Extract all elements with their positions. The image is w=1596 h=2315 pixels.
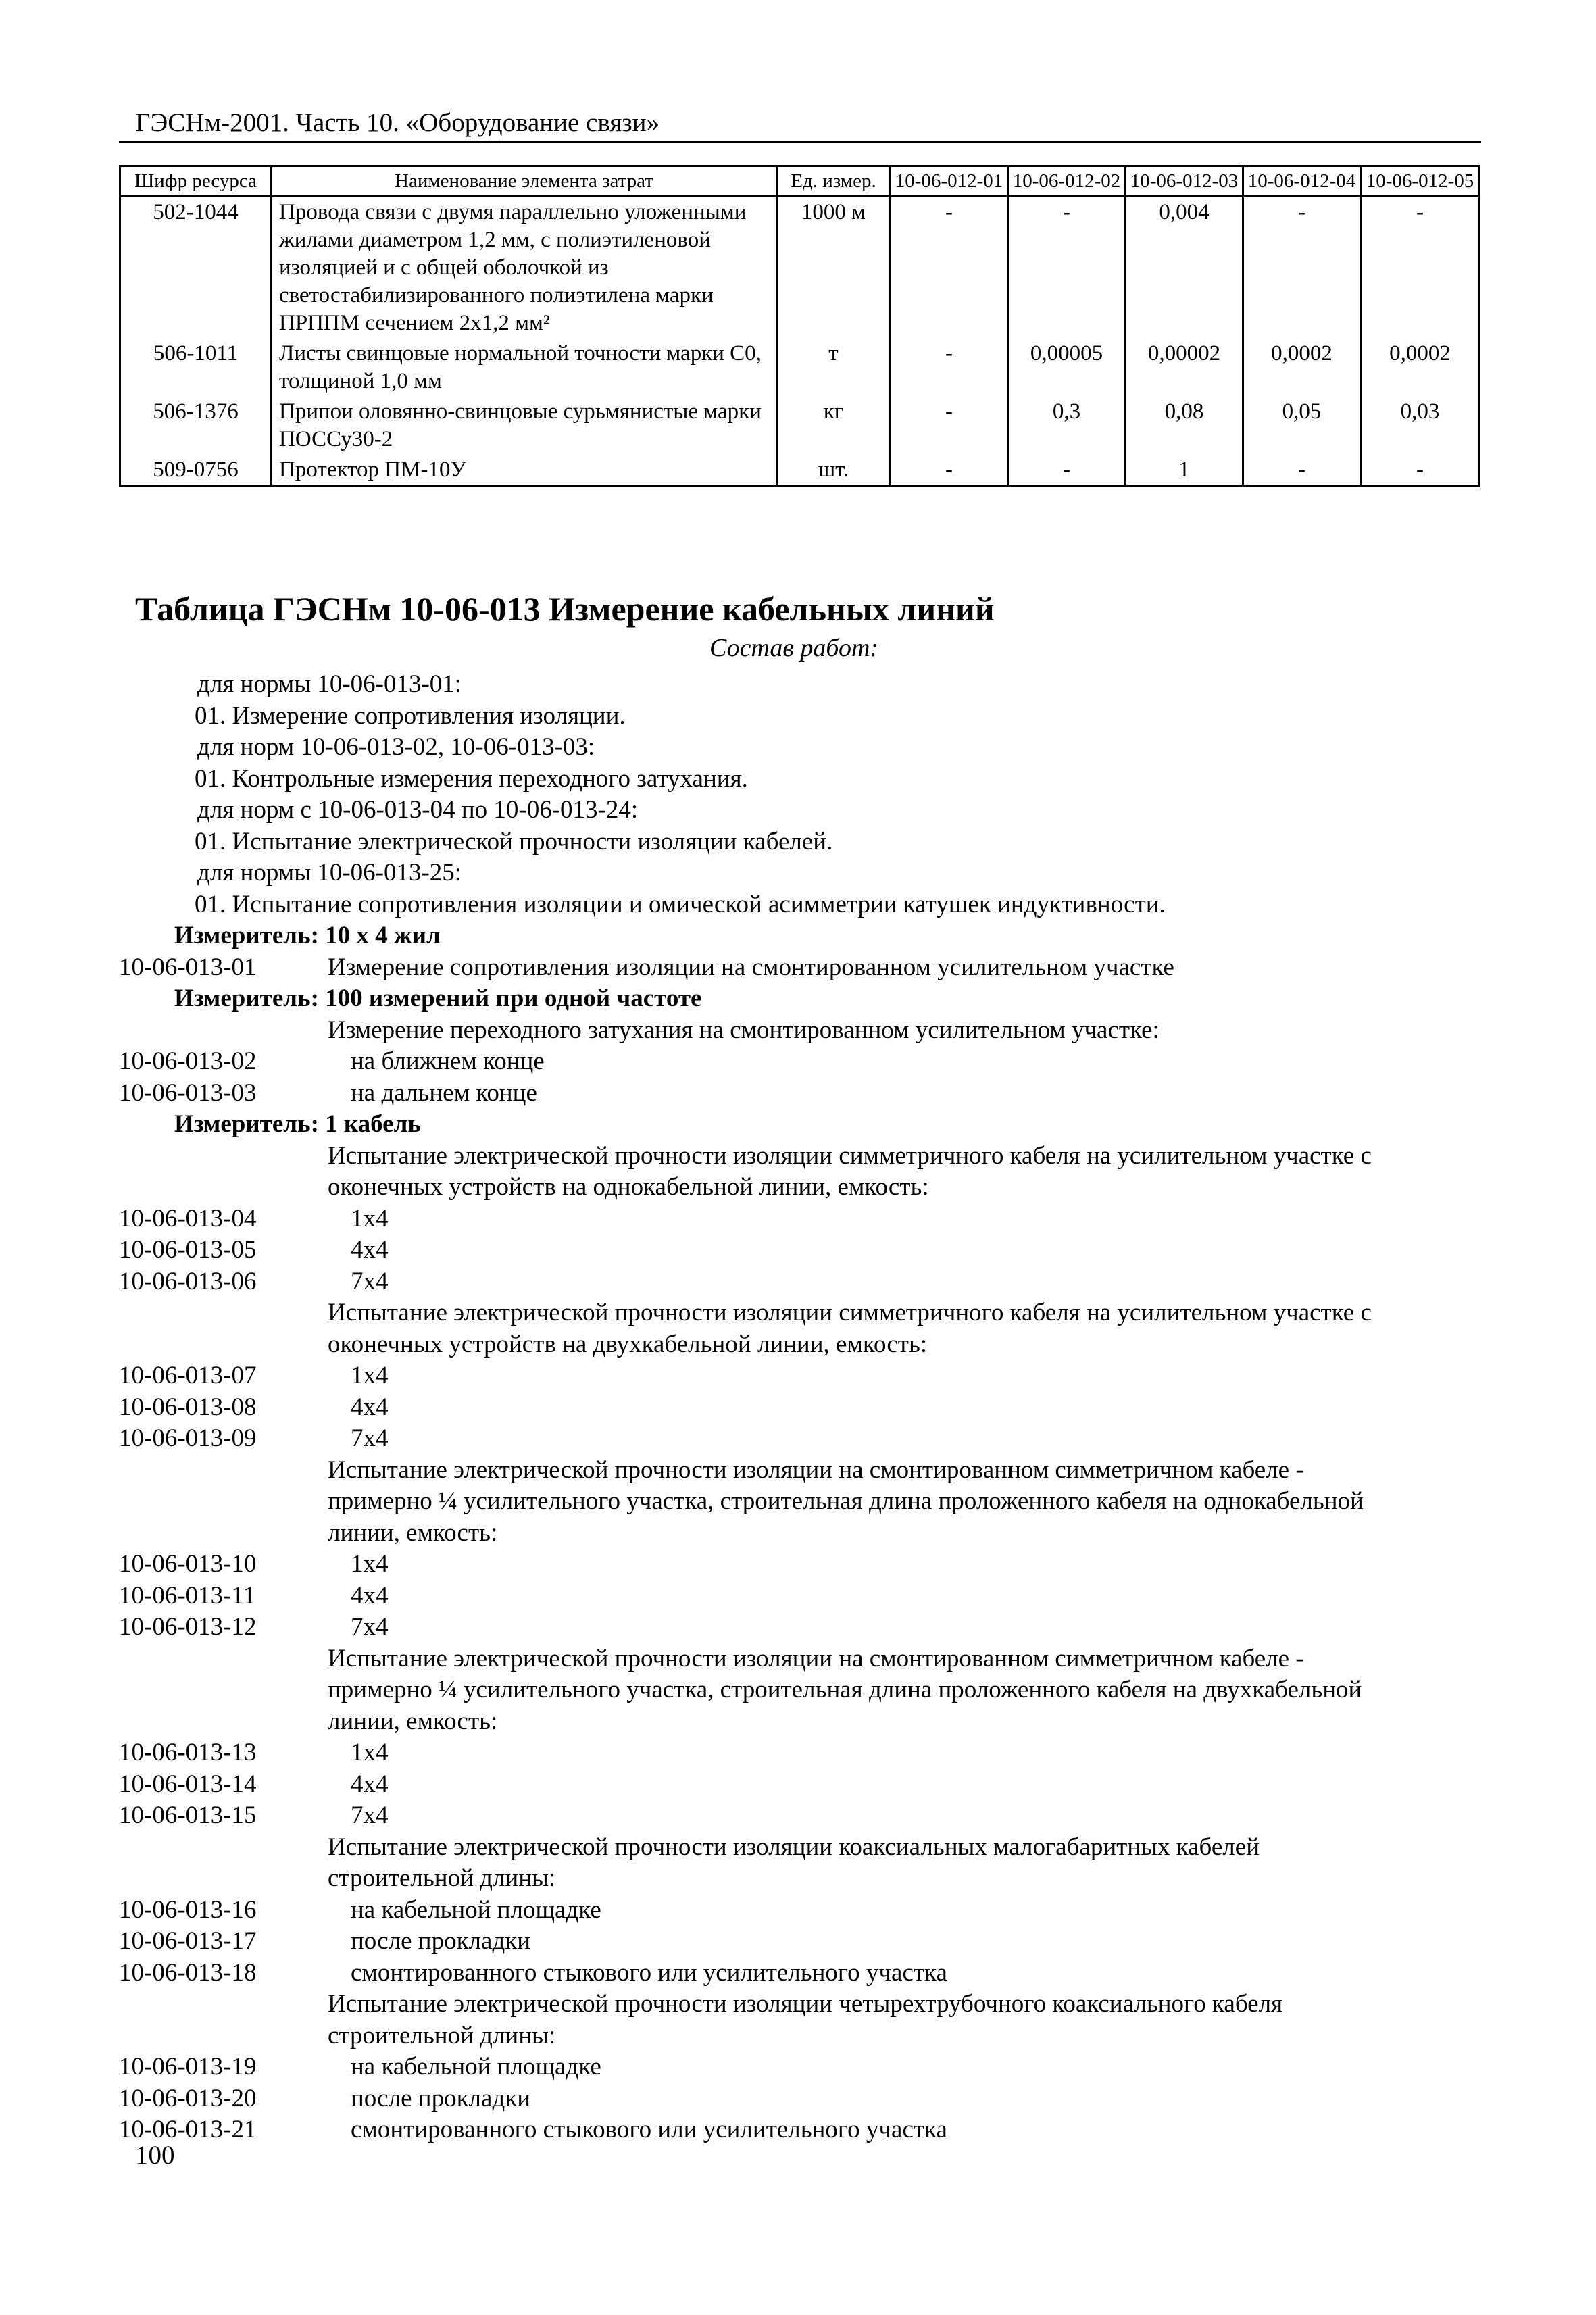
resource-value: - — [1361, 197, 1480, 339]
table-header-row — [120, 166, 1480, 197]
column-header: 10-06-012-04 — [1243, 166, 1361, 197]
resource-unit: шт. — [777, 455, 891, 487]
norm-code: 10-06-013-18 — [119, 1958, 257, 1987]
norm-reference: для норм с 10-06-013-04 по 10-06-013-24: — [197, 796, 639, 824]
norm-code: 10-06-013-09 — [119, 1424, 257, 1452]
norm-group-description: Испытание электрической прочности изоляции на смонтированном симметричном кабеле - примерно ¼ усилительного участка, строительная длина проложенного кабеля на двухкабельной линии, емкость: — [328, 1644, 1362, 1735]
norm-row — [119, 1235, 1477, 1266]
norm-text: 4х4 — [351, 1581, 389, 1610]
table-row — [120, 339, 1480, 397]
norm-code: 10-06-013-15 — [119, 1801, 257, 1829]
resource-value: 0,00005 — [1008, 339, 1126, 397]
norm-row — [119, 952, 1477, 984]
norm-code: 10-06-013-03 — [119, 1078, 257, 1107]
resource-value: - — [1243, 197, 1361, 339]
resource-value: 0,03 — [1361, 397, 1480, 455]
resource-value: - — [1361, 455, 1480, 487]
norm-text: 1х4 — [351, 1362, 389, 1389]
resource-value: - — [891, 339, 1008, 397]
section-body — [119, 669, 1477, 2146]
norm-text: смонтированного стыкового или усилительного участка — [351, 1958, 947, 1987]
resource-code: 502-1044 — [120, 197, 272, 339]
norm-row — [119, 1078, 1477, 1110]
norm-code: 10-06-013-06 — [119, 1267, 257, 1295]
resource-value: 0,00002 — [1126, 339, 1243, 397]
resource-unit: кг — [777, 397, 891, 455]
norm-row — [119, 1769, 1477, 1801]
resource-unit: 1000 м — [777, 197, 891, 339]
resource-value: - — [891, 455, 1008, 487]
resource-value: 0,08 — [1126, 397, 1243, 455]
resource-unit: т — [777, 339, 891, 397]
resource-code: 506-1376 — [120, 397, 272, 455]
norm-code: 10-06-013-14 — [119, 1770, 257, 1798]
norm-code: 10-06-013-16 — [119, 1895, 257, 1924]
measurer-heading: Измеритель: 1 кабель — [174, 1110, 421, 1138]
page-number: 100 — [135, 2141, 175, 2170]
norm-row — [119, 1800, 1477, 1832]
header-rule — [119, 141, 1481, 143]
norm-code: 10-06-013-12 — [119, 1613, 257, 1641]
norm-text: 4х4 — [351, 1236, 389, 1264]
norm-reference: для нормы 10-06-013-25: — [197, 859, 462, 887]
norm-text: 1х4 — [351, 1550, 389, 1578]
norm-group-description: Испытание электрической прочности изоляции четырехтрубочного коаксиального кабеля строительной длины: — [328, 1990, 1283, 2049]
measurer-heading: Измеритель: 100 измерений при одной частоте — [174, 985, 702, 1012]
resource-name: Листы свинцовые нормальной точности марки С0, толщиной 1,0 мм — [272, 339, 777, 397]
norm-text: на ближнем конце — [351, 1047, 545, 1075]
norm-code: 10-06-013-11 — [119, 1581, 256, 1610]
norm-text: 4х4 — [351, 1393, 389, 1421]
norm-row — [119, 1046, 1477, 1078]
column-header: Шифр ресурса — [120, 166, 272, 197]
norm-group-description: Испытание электрической прочности изоляции симметричного кабеля на усилительном участке с оконечных устройств на однокабельной линии, емкость: — [328, 1141, 1372, 1201]
norm-code: 10-06-013-20 — [119, 2084, 257, 2112]
resource-value: 0,0002 — [1243, 339, 1361, 397]
work-item: 01. Испытание сопротивления изоляции и омической асимметрии катушек индуктивности. — [195, 890, 1166, 918]
norm-text: 4х4 — [351, 1770, 389, 1798]
norm-group-description: Испытание электрической прочности изоляции симметричного кабеля на усилительном участке с оконечных устройств на двухкабельной линии, емкость: — [328, 1299, 1372, 1358]
norm-row — [119, 1203, 1477, 1235]
norm-text: 1х4 — [351, 1204, 389, 1233]
norm-text: на дальнем конце — [351, 1078, 537, 1107]
norm-text: на кабельной площадке — [351, 2053, 601, 2081]
resource-value: - — [1008, 197, 1126, 339]
norm-text: 7х4 — [351, 1267, 389, 1295]
norm-code: 10-06-013-19 — [119, 2053, 257, 2081]
resource-value: - — [1008, 455, 1126, 487]
norm-code: 10-06-013-04 — [119, 1204, 257, 1233]
resource-value: 0,05 — [1243, 397, 1361, 455]
column-header: 10-06-012-01 — [891, 166, 1008, 197]
norm-row — [119, 1360, 1477, 1392]
norm-code: 10-06-013-02 — [119, 1047, 257, 1075]
norm-row — [119, 1895, 1477, 1926]
norm-text: 7х4 — [351, 1801, 389, 1829]
resource-value: 0,0002 — [1361, 339, 1480, 397]
norm-reference: для нормы 10-06-013-01: — [197, 670, 462, 698]
norm-row — [119, 1423, 1477, 1455]
norm-code: 10-06-013-01 — [119, 953, 257, 981]
norm-row — [119, 1737, 1477, 1769]
column-header: 10-06-012-02 — [1008, 166, 1126, 197]
norm-row — [119, 1958, 1477, 1989]
section-title: Таблица ГЭСНм 10-06-013 Измерение кабельных линий — [135, 590, 995, 628]
norm-group-description: Измерение переходного затухания на смонтированном усилительном участке: — [328, 1016, 1159, 1044]
page-header: ГЭСНм-2001. Часть 10. «Оборудование связи» — [135, 108, 660, 137]
norm-code: 10-06-013-07 — [119, 1362, 257, 1389]
norm-code: 10-06-013-10 — [119, 1550, 257, 1578]
norm-text: смонтированного стыкового или усилительного участка — [351, 2116, 947, 2143]
norm-row — [119, 1266, 1477, 1298]
table-row — [120, 397, 1480, 455]
norm-text: на кабельной площадке — [351, 1895, 601, 1924]
column-header: 10-06-012-03 — [1126, 166, 1243, 197]
norm-text: 1х4 — [351, 1739, 389, 1766]
norm-group-description: Испытание электрической прочности изоляции коаксиальных малогабаритных кабелей строительной длины: — [328, 1833, 1260, 1892]
resource-value: - — [891, 397, 1008, 455]
norm-text: после прокладки — [351, 2084, 531, 2112]
norm-row — [119, 1580, 1477, 1612]
norm-code: 10-06-013-05 — [119, 1236, 257, 1264]
norm-row — [119, 1392, 1477, 1424]
composition-label: Состав работ: — [709, 634, 879, 662]
norm-row — [119, 2114, 1477, 2146]
measurer-heading: Измеритель: 10 х 4 жил — [174, 922, 441, 949]
norm-row — [119, 1612, 1477, 1643]
column-header: Ед. измер. — [777, 166, 891, 197]
resource-value: - — [1243, 455, 1361, 487]
norm-row — [119, 1549, 1477, 1580]
work-item: 01. Измерение сопротивления изоляции. — [195, 701, 626, 730]
norm-text: 7х4 — [351, 1424, 389, 1452]
resource-code: 509-0756 — [120, 455, 272, 487]
norm-group-description: Испытание электрической прочности изоляции на смонтированном симметричном кабеле - примерно ¼ усилительного участка, строительная длина проложенного кабеля на однокабельной линии, емкость: — [328, 1455, 1364, 1547]
resource-code: 506-1011 — [120, 339, 272, 397]
resource-name: Провода связи с двумя параллельно уложенными жилами диаметром 1,2 мм, с полиэтиленовой изоляцией и с общей оболочкой из светостабилизированного полиэтилена марки ПРППМ сечением 2х1,2 мм² — [272, 197, 777, 339]
norm-row — [119, 1926, 1477, 1958]
norm-code: 10-06-013-17 — [119, 1927, 257, 1955]
resource-name: Протектор ПМ-10У — [272, 455, 777, 487]
resource-name: Припои оловянно-свинцовые сурьмянистые марки ПОССу30-2 — [272, 397, 777, 455]
work-item: 01. Испытание электрической прочности изоляции кабелей. — [195, 827, 833, 855]
norm-reference: для норм 10-06-013-02, 10-06-013-03: — [197, 733, 595, 761]
norm-text: после прокладки — [351, 1927, 531, 1955]
norm-text: 7х4 — [351, 1613, 389, 1641]
resources-table — [119, 165, 1480, 487]
column-header: Наименование элемента затрат — [272, 166, 777, 197]
table-row — [120, 455, 1480, 487]
resource-value: 1 — [1126, 455, 1243, 487]
norm-row — [119, 2083, 1477, 2115]
resource-value: 0,3 — [1008, 397, 1126, 455]
resource-value: - — [891, 197, 1008, 339]
norm-code: 10-06-013-21 — [119, 2116, 257, 2143]
norm-code: 10-06-013-13 — [119, 1739, 257, 1766]
column-header: 10-06-012-05 — [1361, 166, 1480, 197]
norm-row — [119, 2051, 1477, 2083]
work-item: 01. Контрольные измерения переходного затухания. — [195, 764, 748, 793]
norm-code: 10-06-013-08 — [119, 1393, 257, 1421]
norm-text: Измерение сопротивления изоляции на смонтированном усилительном участке — [328, 953, 1174, 981]
table-row — [120, 197, 1480, 339]
resource-value: 0,004 — [1126, 197, 1243, 339]
